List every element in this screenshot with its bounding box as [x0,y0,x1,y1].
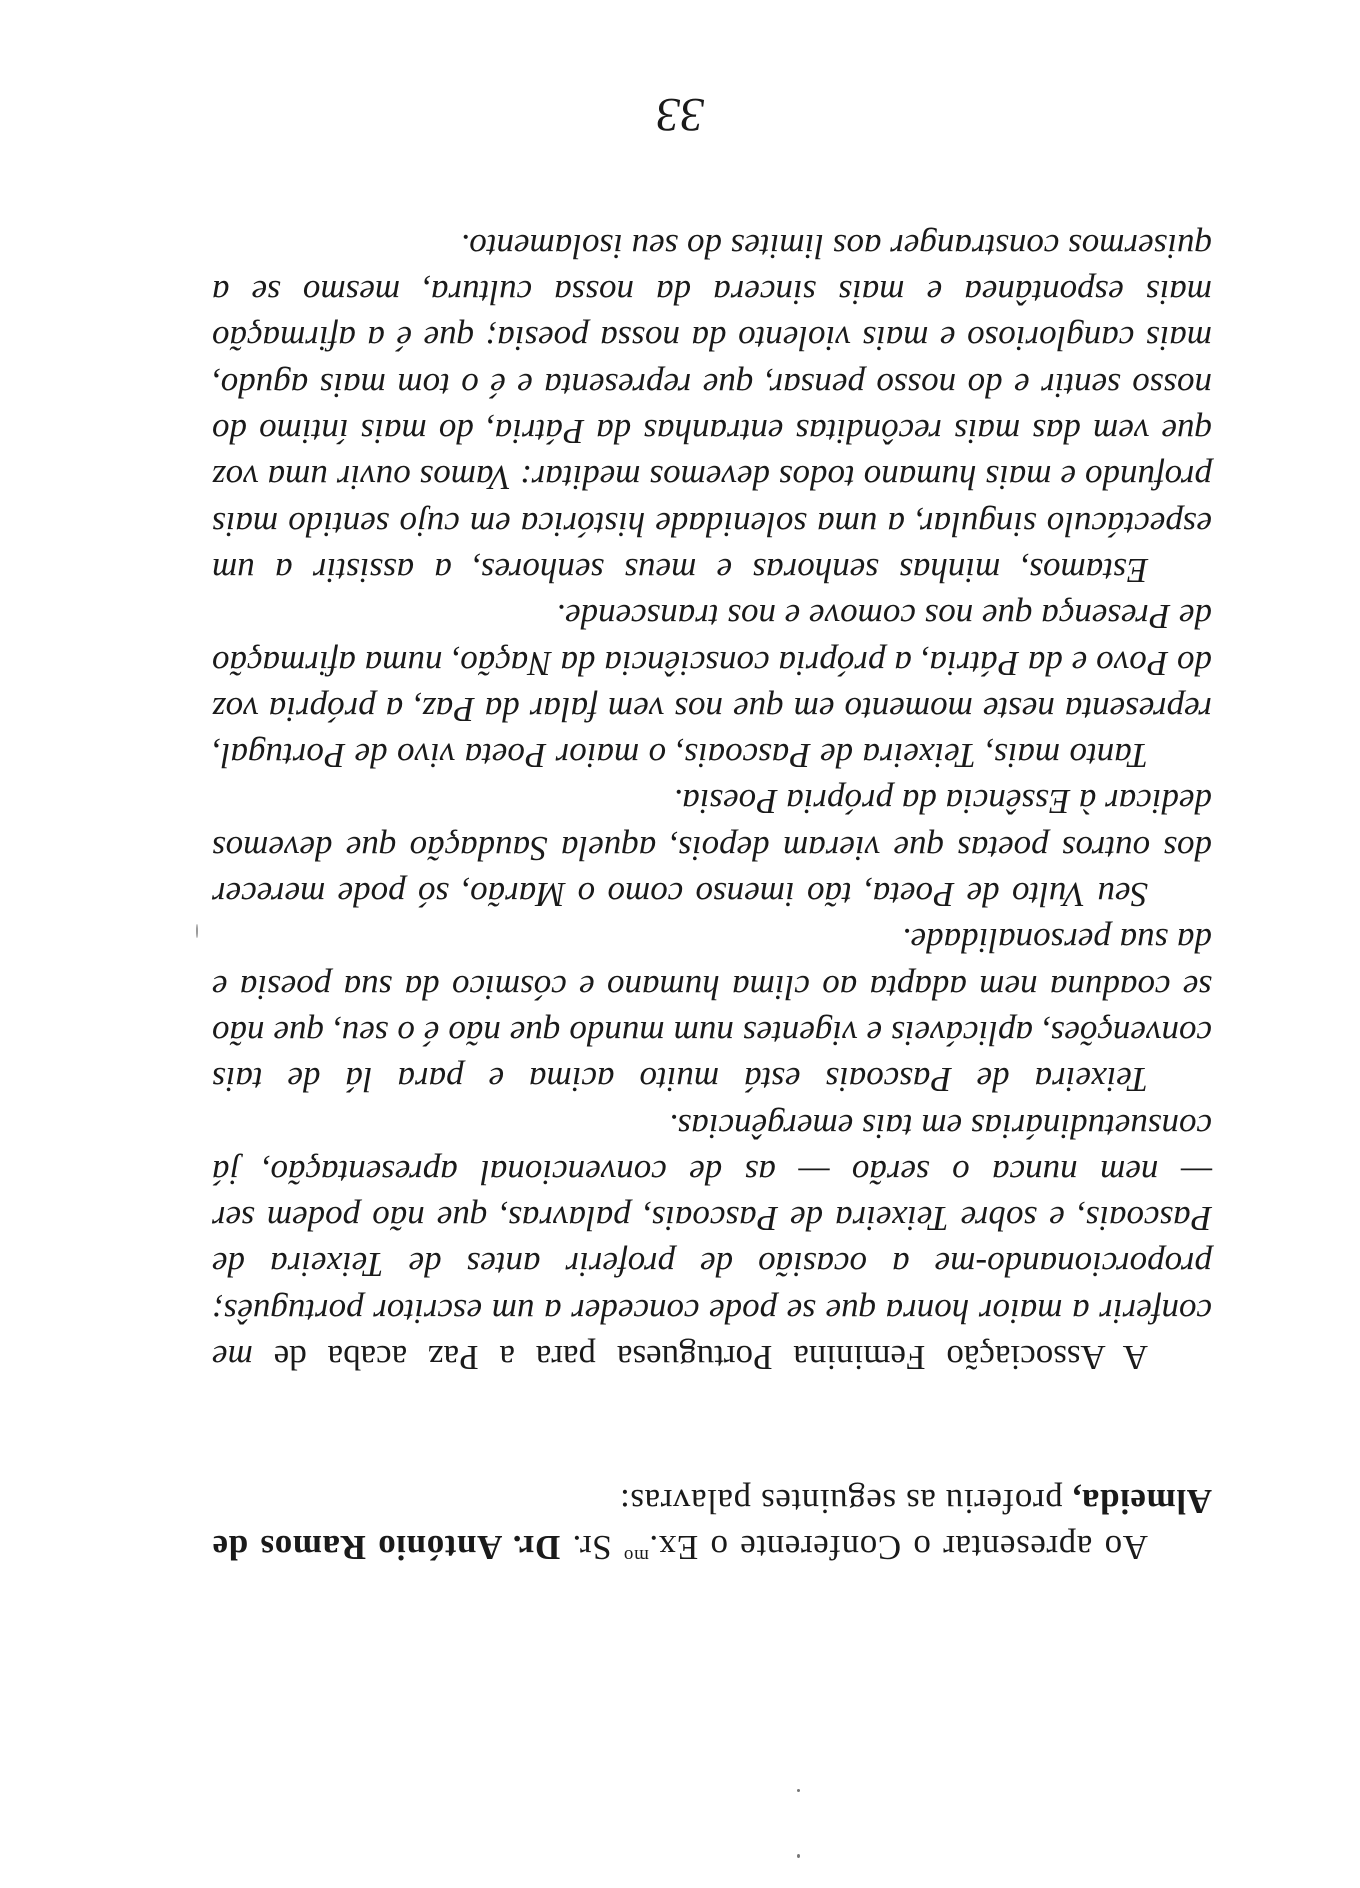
speech-paragraph-1-italic: me conferir a maior honra que se pode conceder a um escritor português; proporcionando-me a ocasião de proferir antes de Teixeira de Pascoais, e sobre Teixeira de Pascoais, palavras, que não podem ser — nem nunca o serão — as de convencional apresentação, já consuetudinárias em tais emergências. [212,1106,1212,1377]
text-block [212,223,1212,1570]
speech-paragraph-1-roman: A Associação Feminina Portuguesa para a Paz acaba de [273,1338,1148,1377]
scan-speck [196,924,198,938]
intro-text-after: proferiu as seguintes palavras: [619,1482,1073,1521]
intro-text-before: Ao apresentar o Conferente o Ex. [648,1528,1148,1567]
speech-paragraph-3: Seu Vulto de Poeta, tão imenso como o Marão, só pode merecer dos outros poetas que vieram depois, aquela Saudação que devemos dedicar à Essência da própria Poesia. [212,782,1212,915]
speech-paragraph-2: Teixeira de Pascoais está muito acima e para lá de tais convenções, aplicáveis e vigentes num mundo que não é o seu, que não se coaduna nem adapta ao clima humano e cósmico da sua poesia e da sua personalidade. [212,921,1212,1100]
intro-text-after-sup: Sr. [560,1528,624,1567]
scan-speck [797,1854,800,1858]
speaker-name: Dr. António Ramos de Almeida, [212,1482,1212,1567]
speech-paragraph-4: Tanto mais, Teixeira de Pascoais, o maior Poeta vivo de Portugal, representa neste momento em que nos vem falar da Paz, a própria voz do Povo e da Pátria, a própria consciência da Nação, numa afirmação de Presença que nos comove e nos transcende. [212,597,1212,776]
scan-speck [797,1789,800,1792]
intro-paragraph [212,1478,1212,1570]
speech-paragraph-1 [212,1102,1212,1380]
intro-superscript: mo [623,1545,649,1566]
speech-paragraph-5: Estamos, minhas senhoras e meus senhores, a assistir a um espectáculo singular, a uma solenidade histórica em cujo sentido mais profundo e mais humano todos devemos meditar: Vamos ouvir uma voz que vem das mais recônditas entranhas da Pátria, do mais íntimo do nosso sentir e do nosso pensar, que representa e é o tom mais agudo, mais canglorioso e mais violento da nossa poesia; que é a afirmação mais espontânea e mais sincera da nossa cultura, mesmo se a quisermos constranger aos limites do seu isolamento. [212,226,1212,590]
page-number: 33 [656,88,704,141]
